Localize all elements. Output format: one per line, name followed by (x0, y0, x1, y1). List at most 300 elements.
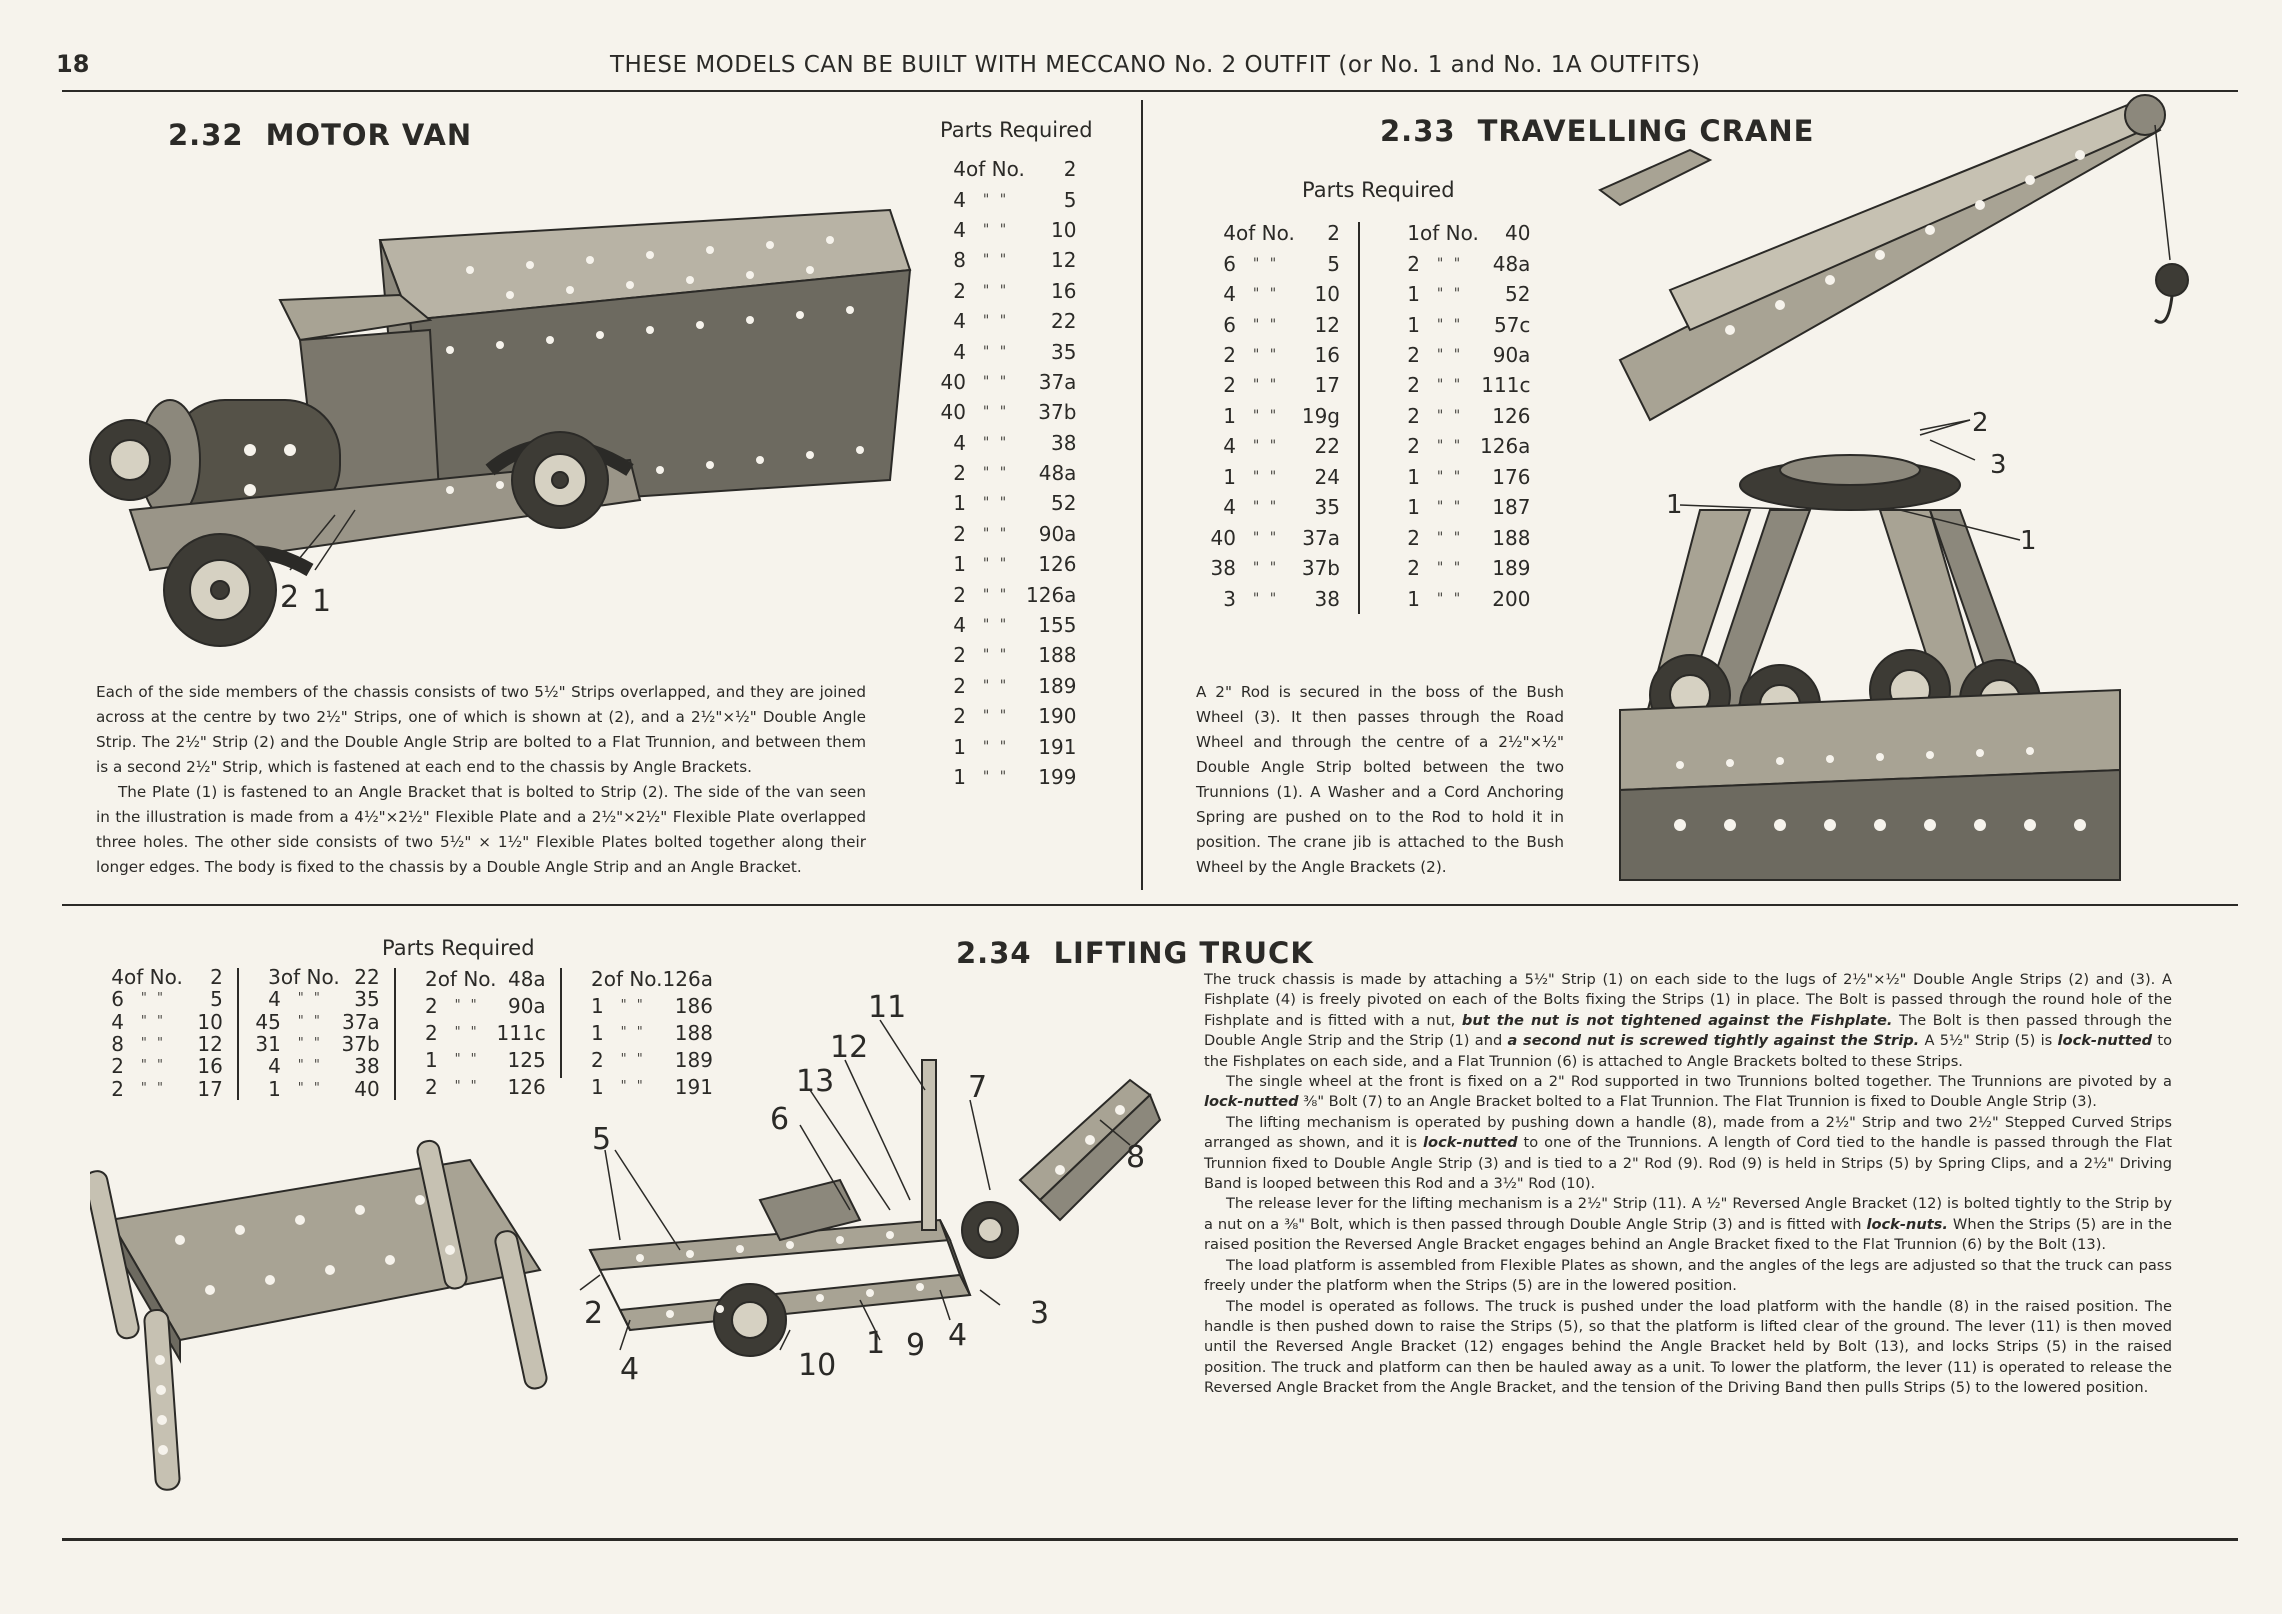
crane-part-part-no: 37b (1301, 556, 1340, 581)
crane-part-ditto: " " (1252, 438, 1280, 455)
truck-part-qty: 1 (424, 1047, 438, 1072)
crane-part-qty: 40 (1210, 525, 1236, 550)
van-part-row (930, 579, 1076, 609)
crane-part-ditto: " " (1436, 316, 1464, 333)
crane-part-part-no: 189 (1492, 556, 1531, 581)
van-part-part-no: 37a (1038, 369, 1077, 394)
crane-part-qty: 4 (1223, 434, 1236, 459)
truck-callout-2: 2 (584, 1296, 604, 1331)
crane-part-row (1200, 401, 1340, 431)
crane-part-ditto: " " (1436, 560, 1464, 577)
truck-number: 2.34 (956, 936, 1032, 970)
van-part-ditto: " " (982, 738, 1010, 755)
crane-part-ditto: " " (1252, 316, 1280, 333)
van-part-qty: 40 (940, 400, 966, 425)
truck-name: LIFTING TRUCK (1053, 936, 1314, 970)
crane-part-qty: 2 (1407, 434, 1420, 459)
truck-part-qty: 2 (424, 994, 438, 1019)
truck-part-ditto: " " (297, 1080, 323, 1096)
crane-part-part-no: 22 (1314, 434, 1340, 459)
truck-parts-column (96, 966, 223, 1100)
crane-part-row (1200, 462, 1340, 492)
truck-part-ditto: " " (620, 1078, 646, 1094)
van-part-ditto: " " (982, 282, 1010, 299)
crane-part-qty: 1 (1223, 464, 1236, 489)
van-part-ditto: " " (982, 586, 1010, 603)
truck-part-ditto: " " (620, 998, 646, 1014)
van-part-ditto: " " (982, 677, 1010, 694)
crane-part-row (1200, 583, 1340, 614)
crane-part-row (1384, 492, 1530, 522)
van-part-part-no: 5 (1063, 187, 1077, 212)
crane-part-row (1384, 309, 1530, 339)
van-part-ditto: " " (982, 465, 1010, 482)
van-part-qty: 2 (953, 461, 966, 486)
truck-part-part-no: 17 (197, 1076, 223, 1101)
van-part-part-no: 38 (1050, 430, 1077, 455)
truck-part-row (96, 1033, 223, 1055)
crane-part-part-no: 38 (1314, 586, 1340, 611)
crane-part-ditto: " " (1436, 377, 1464, 394)
truck-desc-para-1 (1204, 970, 2172, 1072)
crane-part-ditto: " " (1252, 499, 1280, 516)
crane-part-row (1384, 248, 1530, 278)
motor-van-callout-2: 2 (280, 580, 300, 615)
crane-part-ditto: " " (1436, 529, 1464, 546)
truck-part-ditto: " " (454, 1078, 480, 1094)
van-part-qty: 1 (953, 552, 966, 577)
truck-part-ditto: " " (140, 991, 166, 1007)
crane-part-qty: 1 (1407, 282, 1420, 307)
truck-part-part-no: 16 (197, 1054, 223, 1079)
truck-part-qty: 2 (424, 1074, 438, 1099)
truck-parts-column (253, 966, 380, 1100)
motor-van-name: MOTOR VAN (265, 118, 473, 152)
crane-part-part-no: 200 (1492, 586, 1531, 611)
crane-part-row (1384, 553, 1530, 583)
crane-part-ditto: " " (1436, 255, 1464, 272)
crane-part-qty: 2 (1223, 343, 1236, 368)
crane-part-ditto: " " (1252, 286, 1280, 303)
crane-part-part-no: 19g (1301, 403, 1340, 428)
crane-parts-list (1200, 218, 1530, 614)
crane-parts-heading: Parts Required (1302, 178, 1455, 202)
motor-van-description (96, 680, 866, 880)
crane-part-row (1384, 583, 1530, 614)
van-part-row (930, 731, 1076, 761)
crane-part-qty: 2 (1407, 373, 1420, 398)
van-part-part-no: 190 (1038, 704, 1077, 729)
motor-van-desc-para-2: The Plate (1) is fastened to an Angle Bracket that is bolted to Strip (2). The side of the van seen in the illustration is made from a 4½"×2½" Flexible Plate and a 2½"×2½" Flexible Plate overlapped three holes. The other side consists of two 5½" × 1½" Flexible Plates bolted together along their longer edges. The body is fixed to the chassis by a Double Angle Strip and an Angle Bracket. (96, 783, 866, 876)
van-part-qty: 4 (953, 217, 966, 242)
crane-part-ditto: " " (1252, 347, 1280, 364)
crane-part-row (1200, 553, 1340, 583)
crane-callout-2: 2 (1972, 408, 1989, 438)
van-part-part-no: 90a (1038, 521, 1077, 546)
truck-part-part-no: 188 (674, 1020, 713, 1045)
crane-part-ditto: " " (1252, 529, 1280, 546)
truck-parts-column (410, 966, 546, 1100)
truck-part-part-no: 189 (674, 1047, 713, 1072)
van-part-row (930, 336, 1076, 366)
truck-part-part-no: 90a (507, 994, 546, 1019)
motor-van-parts-table (930, 154, 1076, 792)
van-part-ditto: " " (982, 313, 1010, 330)
crane-part-row (1384, 340, 1530, 370)
crane-number: 2.33 (1380, 114, 1456, 148)
crane-part-row (1200, 370, 1340, 400)
crane-part-ditto: " " (1252, 255, 1280, 272)
truck-desc-text-6: ⅜" Bolt (7) to an Angle Bracket bolted to a Flat Trunnion. The Flat Trunnion is fixed to Double Angle Strip (3). (1303, 1093, 2097, 1111)
truck-part-ditto: " " (454, 1051, 480, 1067)
truck-part-row (253, 1055, 380, 1077)
crane-part-part-no: 16 (1314, 343, 1340, 368)
truck-callout-3: 3 (1030, 1296, 1050, 1331)
crane-part-qty: 38 (1210, 556, 1236, 581)
van-part-qty: 2 (953, 704, 966, 729)
truck-callout-8: 8 (1126, 1140, 1146, 1175)
van-part-part-no: 10 (1050, 217, 1077, 242)
van-part-part-no: 191 (1038, 734, 1077, 759)
crane-part-part-no: 111c (1481, 373, 1531, 398)
truck-part-part-no: 191 (674, 1074, 713, 1099)
crane-part-row (1200, 248, 1340, 278)
crane-part-part-no: 12 (1314, 312, 1340, 337)
truck-desc-text-5: The single wheel at the front is fixed on a 2" Rod supported in two Trunnions bolted together. The Trunnions are pivoted by a (1226, 1073, 2172, 1091)
van-part-row (930, 276, 1076, 306)
truck-desc-emph-5: lock-nutted (1423, 1134, 1518, 1152)
truck-desc-text-3: A 5½" Strip (5) is (1924, 1032, 2053, 1050)
truck-part-row (96, 966, 223, 988)
truck-title (956, 936, 1314, 970)
van-part-row (930, 671, 1076, 701)
truck-part-qty: 31 (255, 1032, 281, 1057)
truck-part-qty: 6 (111, 987, 124, 1012)
crane-part-qty: 6 (1223, 312, 1236, 337)
van-part-qty: 4 (953, 430, 966, 455)
crane-part-qty: 2 (1407, 525, 1420, 550)
van-part-part-no: 52 (1050, 491, 1077, 516)
van-part-ditto: " " (982, 343, 1010, 360)
van-part-ditto: " " (982, 373, 1010, 390)
truck-part-of-no: of No. (124, 965, 183, 990)
truck-part-qty: 2 (424, 1020, 438, 1045)
crane-part-qty: 1 (1223, 403, 1236, 428)
page-number: 18 (56, 50, 90, 78)
crane-part-part-no: 35 (1314, 495, 1340, 520)
crane-part-qty: 2 (1407, 343, 1420, 368)
crane-part-qty: 1 (1407, 586, 1420, 611)
truck-desc-text-1: The truck chassis is made by attaching a 5½" Strip (1) on each side to the lugs of 2½"×½" Double Angle Strips (2) and (3). A Fishplate (4) is freely pivoted on each of the Bolts fixing the Strips (1) in place. The Bolt is passed through the round hole of the Fishplate and is fitted with a nut, (1204, 971, 2172, 1029)
crane-name: TRAVELLING CRANE (1477, 114, 1815, 148)
truck-part-part-no: 22 (354, 965, 380, 990)
truck-part-ditto: " " (297, 1036, 323, 1052)
van-part-ditto: " " (982, 769, 1010, 785)
van-part-ditto: " " (982, 252, 1010, 269)
truck-part-qty: 45 (255, 1009, 281, 1034)
van-part-ditto: " " (982, 708, 1010, 725)
truck-part-row (96, 988, 223, 1010)
crane-part-qty: 1 (1407, 312, 1420, 337)
crane-part-part-no: 126a (1480, 434, 1531, 459)
truck-desc-emph-6: lock-nuts. (1866, 1215, 1948, 1233)
van-part-row (930, 367, 1076, 397)
truck-part-qty: 4 (111, 1009, 124, 1034)
truck-part-part-no: 35 (354, 987, 380, 1012)
truck-callout-1: 1 (866, 1326, 886, 1361)
van-part-ditto: " " (982, 647, 1010, 664)
truck-part-qty: 4 (268, 1054, 281, 1079)
crane-callout-3: 3 (1990, 450, 2007, 480)
truck-parts-divider (394, 968, 396, 1100)
truck-parts-heading: Parts Required (382, 936, 535, 960)
truck-part-part-no: 125 (507, 1047, 546, 1072)
van-part-part-no: 16 (1050, 278, 1077, 303)
truck-part-of-no: of No. (280, 965, 340, 990)
truck-desc-text-8: to one of the Trunnions. A length of Cord tied to the handle is passed through the Flat Trunnion fixed to Double Angle Strip (3) and is tied to a 2" Rod (9). Rod (9) is held in Strips (5) by Spring Clips, and a 2½" Driving Band is looped between this Rod and a 3½" Rod (10). (1204, 1134, 2172, 1193)
van-part-row (930, 519, 1076, 549)
crane-description: A 2" Rod is secured in the boss of the Bush Wheel (3). It then passes through the Road Wheel and through the centre of a 2½"×½" Double Angle Strip bolted between the two Trunnions (1). A Washer and a Cord Anchoring Spring are pushed on to the Rod to hold it in position. The crane jib is attached to the Bush Wheel by the Angle Brackets (2). (1196, 683, 1564, 876)
van-part-ditto: " " (982, 191, 1010, 208)
van-part-row (930, 701, 1076, 731)
crane-part-row (1384, 462, 1530, 492)
truck-part-qty: 2 (590, 1047, 604, 1072)
motor-van-parts-heading: Parts Required (940, 118, 1093, 142)
crane-part-row (1200, 279, 1340, 309)
truck-part-ditto: " " (140, 1036, 166, 1052)
van-part-part-no: 126 (1038, 552, 1077, 577)
crane-part-ditto: " " (1436, 438, 1464, 455)
van-part-qty: 40 (940, 369, 966, 394)
truck-part-part-no: 186 (674, 994, 713, 1019)
crane-part-part-no: 24 (1314, 464, 1340, 489)
van-part-part-no: 22 (1050, 309, 1077, 334)
crane-part-row (1200, 523, 1340, 553)
truck-part-qty: 2 (111, 1076, 124, 1101)
truck-callout-13: 13 (796, 1064, 835, 1099)
van-part-qty: 1 (953, 765, 966, 789)
truck-desc-para-5: The load platform is assembled from Flexible Plates as shown, and the angles of the legs are adjusted so that the truck can pass freely under the platform when the Strips (5) are in the lowered position. (1204, 1256, 2172, 1295)
truck-part-ditto: " " (297, 991, 323, 1007)
crane-part-qty: 3 (1223, 586, 1236, 611)
van-part-part-no: 12 (1050, 248, 1077, 273)
crane-part-part-no: 176 (1492, 464, 1531, 489)
crane-part-qty: 2 (1407, 251, 1420, 276)
truck-part-qty: 2 (424, 967, 438, 992)
truck-part-row (410, 966, 546, 993)
van-part-part-no: 48a (1038, 461, 1077, 486)
truck-desc-emph-4: lock-nutted (1204, 1093, 1299, 1111)
van-part-qty: 4 (953, 309, 966, 334)
truck-part-row (410, 1020, 546, 1047)
truck-part-qty: 2 (590, 967, 604, 992)
crane-part-part-no: 37a (1302, 525, 1340, 550)
truck-part-qty: 1 (590, 1020, 604, 1045)
truck-part-ditto: " " (454, 1024, 480, 1040)
truck-part-row (96, 1011, 223, 1033)
van-part-qty: 2 (953, 278, 966, 303)
crane-part-row (1384, 401, 1530, 431)
truck-part-qty: 1 (268, 1076, 281, 1101)
truck-callout-12: 12 (830, 1030, 869, 1065)
crane-callout-1-left: 1 (1666, 490, 1683, 520)
column-divider (1141, 100, 1143, 890)
van-part-ditto: " " (982, 404, 1010, 421)
crane-part-row (1384, 279, 1530, 309)
footer-rule (62, 1538, 2238, 1541)
crane-part-qty: 1 (1407, 221, 1420, 246)
crane-part-part-no: 187 (1492, 495, 1531, 520)
crane-part-ditto: " " (1252, 590, 1280, 607)
van-part-ditto: " " (982, 525, 1010, 542)
van-part-row (930, 154, 1076, 184)
crane-callout-1-right: 1 (2020, 526, 2037, 556)
crane-parts-divider (1358, 222, 1360, 614)
crane-part-row (1384, 431, 1530, 461)
truck-part-ditto: " " (297, 1013, 323, 1029)
crane-part-row (1384, 523, 1530, 553)
van-part-row (930, 245, 1076, 275)
van-part-part-no: 199 (1038, 765, 1077, 789)
crane-part-row (1200, 309, 1340, 339)
truck-part-of-no: of No. (603, 967, 663, 992)
crane-part-qty: 1 (1407, 495, 1420, 520)
motor-van-number: 2.32 (168, 118, 244, 152)
van-part-row (930, 458, 1076, 488)
crane-part-ditto: " " (1436, 347, 1464, 364)
van-part-qty: 4 (953, 613, 966, 638)
truck-part-qty: 3 (268, 965, 281, 990)
truck-part-row (576, 966, 713, 993)
crane-part-part-no: 188 (1492, 525, 1531, 550)
motor-van-parts-list (930, 154, 1076, 792)
van-part-row (930, 306, 1076, 336)
crane-part-part-no: 2 (1327, 221, 1340, 246)
van-part-part-no: 2 (1063, 157, 1077, 182)
truck-part-row (253, 1033, 380, 1055)
crane-part-qty: 2 (1407, 403, 1420, 428)
truck-part-of-no: of No. (437, 967, 497, 992)
truck-desc-emph-2: a second nut is screwed tightly against the Strip. (1507, 1032, 1920, 1050)
van-part-qty: 1 (953, 734, 966, 759)
truck-part-part-no: 40 (354, 1076, 380, 1101)
truck-part-qty: 1 (590, 994, 604, 1019)
truck-callout-4-right: 4 (948, 1318, 968, 1353)
crane-part-part-no: 10 (1314, 282, 1340, 307)
truck-desc-emph-1: but the nut is not tightened against the Fishplate. (1461, 1011, 1893, 1029)
crane-part-part-no: 57c (1493, 312, 1531, 337)
van-part-ditto: " " (982, 556, 1010, 573)
truck-part-ditto: " " (140, 1013, 166, 1029)
truck-part-row (96, 1055, 223, 1077)
van-part-part-no: 155 (1038, 613, 1077, 638)
crane-part-ditto: " " (1436, 286, 1464, 303)
crane-part-ditto: " " (1252, 468, 1280, 485)
crane-part-part-no: 5 (1327, 251, 1340, 276)
truck-callout-11: 11 (868, 990, 907, 1025)
van-part-ditto: " " (982, 495, 1010, 512)
van-part-part-no: 189 (1038, 673, 1077, 698)
motor-van-illustration (70, 150, 930, 670)
motor-van-callout-1: 1 (312, 584, 332, 619)
truck-part-ditto: " " (620, 1024, 646, 1040)
truck-part-ditto: " " (297, 1058, 323, 1074)
crane-part-part-no: 52 (1504, 282, 1531, 307)
truck-part-part-no: 111c (496, 1020, 546, 1045)
van-part-ditto: " " (982, 221, 1010, 238)
crane-part-ditto: " " (1252, 377, 1280, 394)
truck-callout-7: 7 (968, 1070, 988, 1105)
van-part-qty: 4 (953, 187, 966, 212)
van-part-qty: 1 (953, 491, 966, 516)
truck-callout-4-left: 4 (620, 1352, 640, 1387)
crane-part-row (1200, 218, 1340, 248)
van-part-row (930, 397, 1076, 427)
truck-platform-illustration (90, 1120, 560, 1500)
truck-part-part-no: 126a (662, 967, 713, 992)
van-part-qty: 4 (953, 339, 966, 364)
crane-part-of-no: of No. (1236, 221, 1295, 246)
truck-desc-text-4: to the Fishplates on each side, and a Flat Trunnion (6) is attached to Angle Brackets bolted to these Strips. (1204, 1032, 2172, 1070)
crane-part-part-no: 48a (1492, 251, 1531, 276)
truck-part-ditto: " " (454, 998, 480, 1014)
crane-part-qty: 4 (1223, 221, 1236, 246)
van-part-qty: 2 (953, 582, 966, 607)
truck-part-row (410, 1073, 546, 1100)
truck-part-part-no: 38 (354, 1054, 380, 1079)
crane-part-qty: 1 (1407, 464, 1420, 489)
truck-part-part-no: 126 (507, 1074, 546, 1099)
truck-part-row (410, 1046, 546, 1073)
crane-part-ditto: " " (1436, 407, 1464, 424)
truck-part-row (253, 1078, 380, 1100)
crane-part-ditto: " " (1436, 590, 1464, 607)
section-rule (62, 904, 2238, 906)
van-part-qty: 4 (953, 157, 966, 182)
van-part-row (930, 488, 1076, 518)
truck-part-part-no: 48a (507, 967, 546, 992)
truck-description (1204, 970, 2172, 1399)
truck-desc-emph-3: lock-nutted (2057, 1032, 2153, 1050)
van-part-qty: 2 (953, 673, 966, 698)
van-part-ditto: " " (982, 617, 1010, 634)
truck-desc-para-2 (1204, 1072, 2172, 1113)
van-part-part-no: 188 (1038, 643, 1077, 668)
crane-part-part-no: 17 (1314, 373, 1340, 398)
truck-part-row (253, 988, 380, 1010)
truck-part-part-no: 10 (197, 1009, 223, 1034)
motor-van-desc-para-1: Each of the side members of the chassis consists of two 5½" Strips overlapped, and they are joined across at the centre by two 2½" Strips, one of which is shown at (2), and a 2½"×½" Double Angle Strip. The 2½" Strip (2) and the Double Angle Strip are bolted to a Flat Trunnion, and between them is a second 2½" Strip, which is fastened at each end to the chassis by Angle Brackets. (96, 683, 866, 776)
truck-desc-text-7: The lifting mechanism is operated by pushing down a handle (8), made from a 2½" Strip and two 2½" Stepped Curved Strips arranged as shown, and it is (1204, 1113, 2172, 1152)
crane-part-ditto: " " (1436, 468, 1464, 485)
crane-part-part-no: 40 (1504, 221, 1531, 246)
truck-part-part-no: 12 (197, 1032, 223, 1057)
truck-desc-text-10: When the Strips (5) are in the raised position the Reversed Angle Bracket engages behind an Angle Bracket fixed to the Flat Trunnion (6) by the Bolt (13). (1204, 1215, 2173, 1254)
truck-part-qty: 8 (111, 1032, 124, 1057)
truck-part-qty: 4 (111, 965, 124, 990)
truck-part-ditto: " " (620, 1051, 646, 1067)
truck-part-part-no: 37b (341, 1032, 380, 1057)
crane-part-qty: 6 (1223, 251, 1236, 276)
truck-callout-5: 5 (592, 1122, 612, 1157)
crane-part-row (1384, 370, 1530, 400)
truck-part-ditto: " " (140, 1058, 166, 1074)
truck-part-ditto: " " (140, 1080, 166, 1096)
van-part-row (930, 640, 1076, 670)
van-part-qty: 2 (953, 521, 966, 546)
truck-callout-6: 6 (770, 1102, 790, 1137)
crane-part-row (1200, 340, 1340, 370)
